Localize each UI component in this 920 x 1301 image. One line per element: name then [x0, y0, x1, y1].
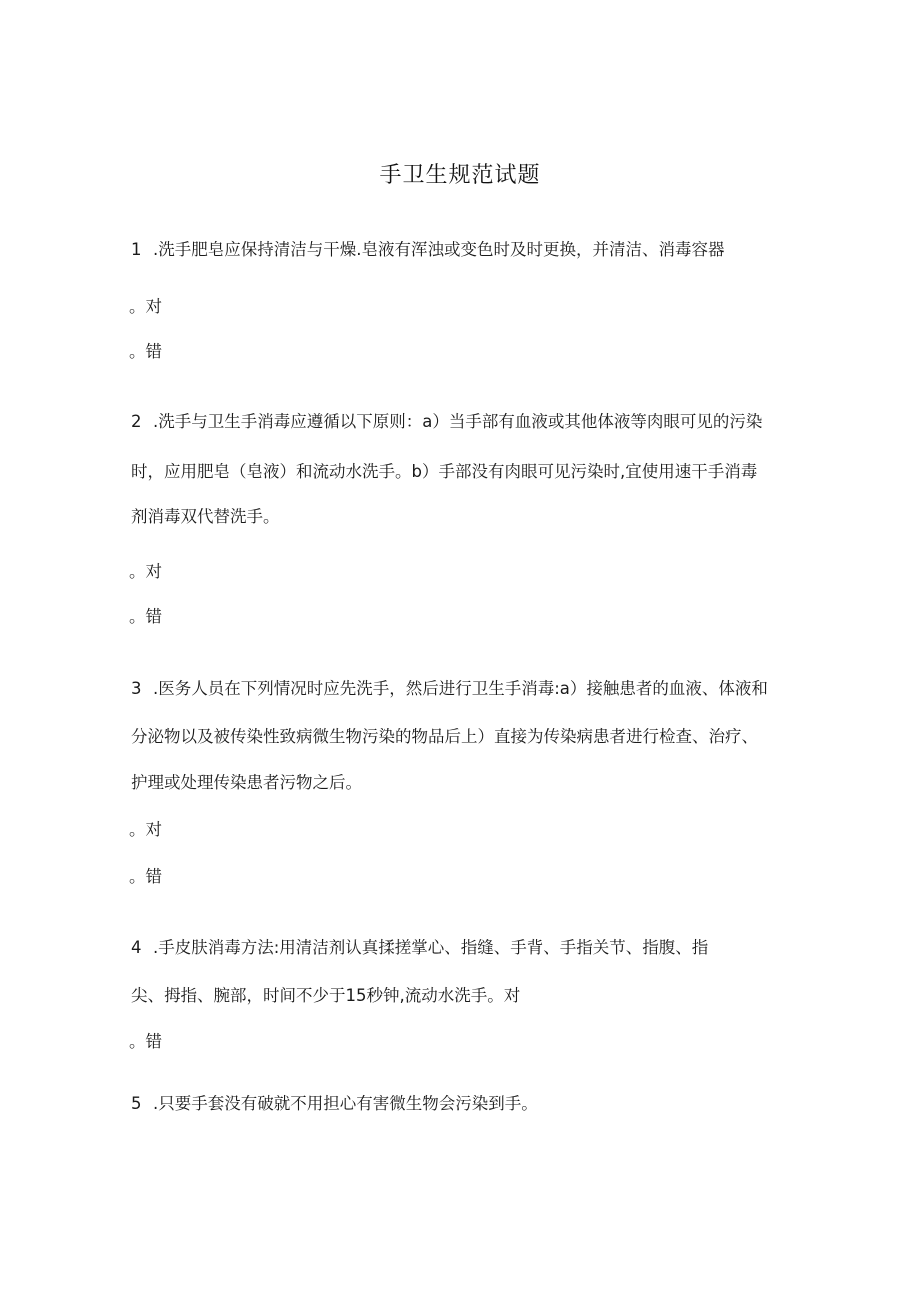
option-wrong[interactable]: 。错 [129, 1032, 162, 1051]
question-text-line: 4 .手皮肤消毒方法:用清洁剂认真揉搓掌心、指缝、手背、手指关节、指腹、指 [131, 936, 708, 960]
question-text-line: 尖、拇指、腕部，时间不少于15秒钟,流动水洗手。对 [131, 986, 521, 1005]
question-number: 3 [131, 679, 142, 698]
question-number: 2 [131, 412, 142, 431]
option-wrong[interactable]: 。错 [129, 867, 162, 886]
question-text-line: 3 .医务人员在下列情况时应先洗手，然后进行卫生手消毒:a）接触患者的血液、体液和 [131, 677, 768, 701]
option-correct[interactable]: 。对 [129, 562, 162, 581]
option-correct[interactable]: 。对 [129, 297, 162, 316]
question-text-line: 2 .洗手与卫生手消毒应遵循以下原则：a）当手部有血液或其他体液等肉眼可见的污染 [131, 410, 762, 434]
question-number: 5 [131, 1094, 142, 1113]
question-text-line: 护理或处理传染患者污物之后。 [131, 773, 362, 792]
question-number: 1 [131, 240, 142, 259]
question-text-line: 5 .只要手套没有破就不用担心有害微生物会污染到手。 [131, 1092, 538, 1116]
question-text-line: 分泌物以及被传染性致病微生物污染的物品后上）直接为传染病患者进行检查、治疗、 [131, 727, 758, 746]
page-title: 手卫生规范试题 [379, 163, 541, 188]
option-wrong[interactable]: 。错 [129, 607, 162, 626]
question-text-line: 时，应用肥皂（皂液）和流动水洗手。b）手部没有肉眼可见污染时,宜使用速干手消毒 [131, 462, 758, 481]
option-wrong[interactable]: 。错 [129, 342, 162, 361]
question-number: 4 [131, 938, 142, 957]
question-text-line: 剂消毒双代替洗手。 [131, 507, 280, 526]
option-correct[interactable]: 。对 [129, 820, 162, 839]
question-text-line: 1 .洗手肥皂应保持清洁与干燥.皂液有浑浊或变色时及时更换，并清洁、消毒容器 [131, 238, 725, 262]
